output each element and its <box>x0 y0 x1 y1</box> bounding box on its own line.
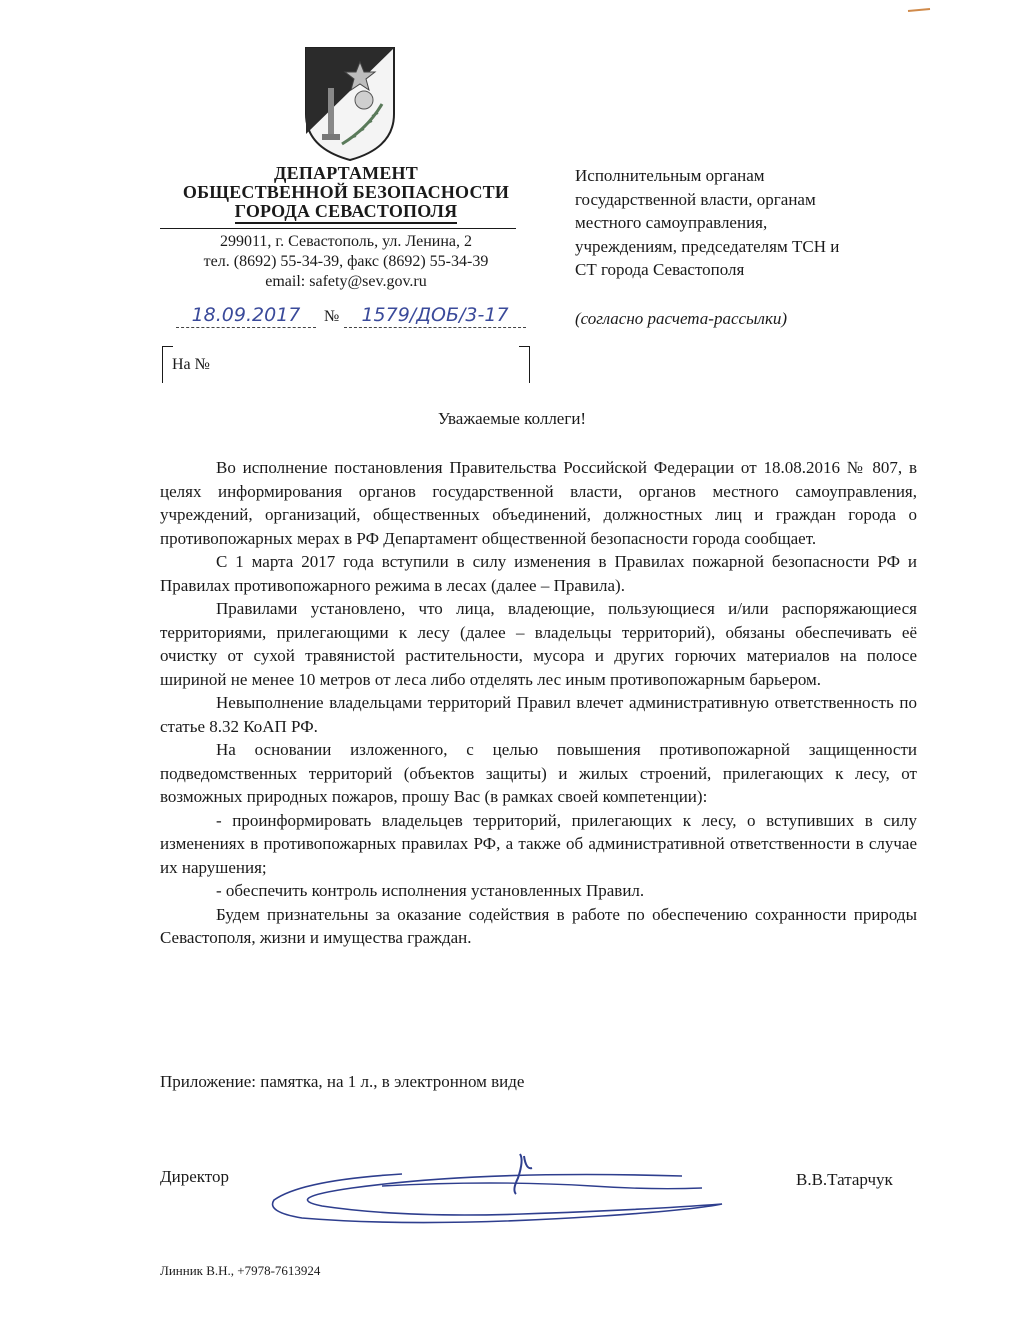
director-label: Директор <box>160 1167 229 1186</box>
body-paragraph: С 1 марта 2017 года вступили в силу изменения в Правилах пожарной безопасности РФ и Правилах противопожарного режима в лесах (далее – Правила). <box>160 552 917 595</box>
header-divider <box>160 228 516 229</box>
body-paragraph: Невыполнение владельцами территорий Правил влечет административную ответственность по статье 8.32 КоАП РФ. <box>160 693 917 736</box>
registration-number-label: № <box>324 308 340 325</box>
coat-of-arms-emblem <box>302 44 398 162</box>
department-title <box>160 164 532 224</box>
phone-fax: тел. (8692) 55-34-39, факс (8692) 55-34-39 <box>203 253 489 270</box>
addressee-line: местного самоуправления, <box>575 213 768 232</box>
registration-number: 1579/ДОБ/3-17 <box>344 304 526 328</box>
body-paragraph: Будем признательны за оказание содействия в работе по обеспечению сохранности природы Севастополя, жизни и имущества граждан. <box>160 904 917 947</box>
body-paragraph: Правилами установлено, что лица, владеющие, пользующиеся и/или распоряжающиеся территориями, прилегающими к лесу (далее – владельцы территорий), обязаны обеспечивать её очистку от сухой травянистой растительности, мусора и других горючих материалов на полосе шириной не менее 10 метров от леса либо отделять лес иным противопожарным барьером. <box>160 599 917 689</box>
registration-date: 18.09.2017 <box>176 304 316 328</box>
addressee-line: учреждениям, председателям ТСН и <box>575 236 840 256</box>
addressee-line: Исполнительным органам <box>575 166 765 185</box>
addressee-note: (согласно расчета-рассылки) <box>575 309 788 328</box>
body-list-item: - обеспечить контроль исполнения установленных Правил. <box>216 881 645 900</box>
body-paragraph: Во исполнение постановления Правительства Российской Федерации от 18.08.2016 № 807, в целях информирования органов государственной власти, органов местного самоуправления, учреждений, организаций, общественных объединений, должностных лиц и граждан города о противопожарных мерах в РФ Департамент общественной безопасности города сообщает. <box>160 458 917 548</box>
addressee-line: СТ города Севастополя <box>575 260 745 279</box>
postal-address: 299011, г. Севастополь, ул. Ленина, 2 <box>219 233 472 250</box>
registration-line <box>176 304 536 330</box>
greeting: Уважаемые коллеги! <box>437 409 587 428</box>
addressee-line: государственной власти, органам <box>575 189 816 209</box>
addressee-block <box>575 164 915 282</box>
scan-mark <box>906 0 932 6</box>
contact-block <box>160 232 532 292</box>
attachment-note: Приложение: памятка, на 1 л., в электронном виде <box>160 1072 525 1091</box>
executor-contact: Линник В.Н., +7978-7613924 <box>160 1263 321 1278</box>
department-title-line1: ДЕПАРТАМЕНТ <box>274 163 418 183</box>
department-title-line3: ГОРОДА СЕВАСТОПОЛЯ <box>235 202 458 224</box>
email-address: email: safety@sev.gov.ru <box>265 273 427 290</box>
signer-name: В.В.Татарчук <box>796 1170 893 1189</box>
department-title-line2: ОБЩЕСТВЕННОЙ БЕЗОПАСНОСТИ <box>182 182 510 202</box>
handwritten-signature <box>262 1140 732 1230</box>
body-paragraph: На основании изложенного, с целью повышения противопожарной защищенности подведомственных территорий (объектов защиты) и жилых строений, прилегающих к лесу, от возможных природных пожаров, прошу Вас (в рамках своей компетенции): <box>160 740 917 806</box>
reference-label: На № <box>172 356 210 373</box>
reference-box <box>162 346 530 382</box>
reference-box-right-corner <box>519 346 530 383</box>
letter-body <box>160 456 917 950</box>
body-list-item: - проинформировать владельцев территорий, прилегающих к лесу, о вступивших в силу изменениях в противопожарных правилах РФ, а также об административной ответственности в случае их нарушения; <box>160 810 917 877</box>
